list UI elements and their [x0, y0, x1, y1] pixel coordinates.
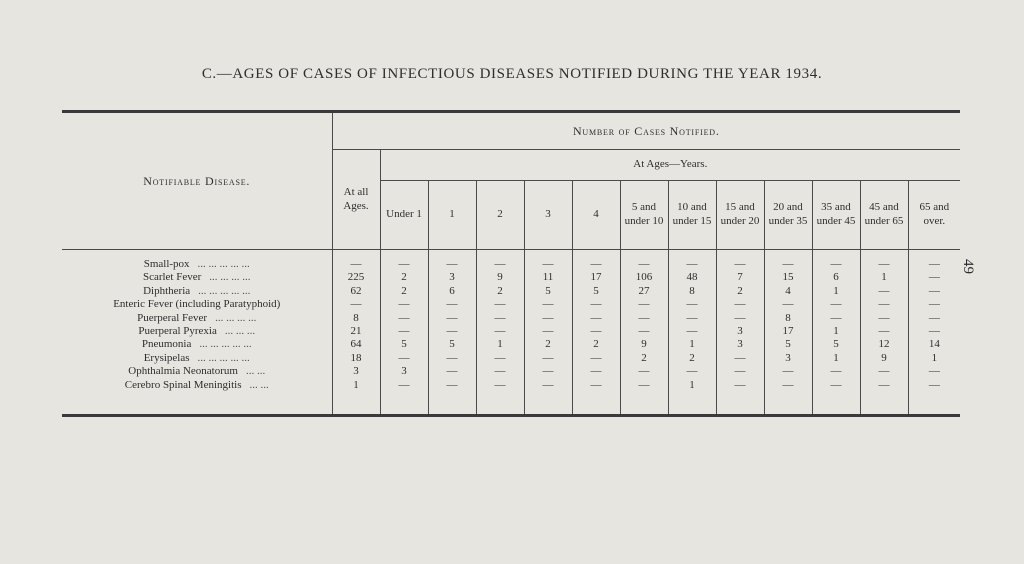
spacer-cell [716, 250, 764, 259]
count-cell: — [476, 298, 524, 311]
spacer-cell [764, 392, 812, 416]
count-cell: — [812, 298, 860, 311]
header-at-ages: At Ages—Years. [380, 150, 960, 181]
count-cell: — [908, 379, 960, 392]
count-cell: — [764, 365, 812, 378]
disease-cell [62, 298, 332, 311]
count-cell: — [524, 379, 572, 392]
count-cell: — [716, 258, 764, 271]
table-header [62, 112, 960, 250]
count-cell: — [620, 365, 668, 378]
count-cell: — [620, 325, 668, 338]
count-cell: 8 [668, 285, 716, 298]
count-cell: — [428, 352, 476, 365]
disease-name: Enteric Fever (including Paratyphoid) [113, 298, 281, 311]
count-cell: — [812, 379, 860, 392]
disease-cell [62, 312, 332, 325]
count-cell: 5 [764, 338, 812, 351]
table-row [62, 338, 960, 351]
disease-cell [62, 285, 332, 298]
spacer-cell [620, 392, 668, 416]
count-cell: — [860, 379, 908, 392]
table-row [62, 298, 960, 311]
count-cell: — [380, 258, 428, 271]
disease-cell [62, 338, 332, 351]
count-cell: — [524, 298, 572, 311]
count-cell: — [908, 365, 960, 378]
count-cell: 3 [428, 271, 476, 284]
count-cell: 5 [572, 285, 620, 298]
count-cell: 18 [332, 352, 380, 365]
count-cell: — [380, 298, 428, 311]
count-cell: — [380, 379, 428, 392]
count-cell: 2 [476, 285, 524, 298]
count-cell: — [620, 298, 668, 311]
table-row [62, 325, 960, 338]
count-cell: 5 [380, 338, 428, 351]
count-cell: — [668, 258, 716, 271]
count-cell: — [476, 379, 524, 392]
header-age-group: 2 [476, 181, 524, 250]
count-cell: — [572, 298, 620, 311]
count-cell: 12 [860, 338, 908, 351]
header-age-group: 15 and under 20 [716, 181, 764, 250]
count-cell: 1 [812, 285, 860, 298]
leader-dots: ... ... ... ... [215, 311, 257, 324]
leader-dots: ... ... ... [224, 325, 256, 338]
count-cell: — [572, 312, 620, 325]
count-cell: — [668, 312, 716, 325]
count-cell: 5 [428, 338, 476, 351]
count-cell: — [380, 352, 428, 365]
table-row [62, 352, 960, 365]
count-cell: — [764, 298, 812, 311]
count-cell: 106 [620, 271, 668, 284]
count-cell: 1 [860, 271, 908, 284]
table-row [62, 271, 960, 284]
count-cell: 1 [812, 325, 860, 338]
count-cell: — [428, 325, 476, 338]
spacer-row [62, 392, 960, 416]
count-cell: 17 [764, 325, 812, 338]
count-cell: 9 [860, 352, 908, 365]
count-cell: — [380, 325, 428, 338]
header-age-group: 10 and under 15 [668, 181, 716, 250]
count-cell: — [860, 298, 908, 311]
spacer-cell [524, 392, 572, 416]
spacer-cell [62, 250, 332, 259]
count-cell: — [860, 312, 908, 325]
count-cell: — [476, 312, 524, 325]
spacer-cell [332, 250, 380, 259]
count-cell: — [428, 258, 476, 271]
spacer-cell [428, 250, 476, 259]
disease-name: Puerperal Fever [137, 311, 208, 324]
count-cell: — [428, 298, 476, 311]
table-row [62, 365, 960, 378]
leader-dots: ... ... [249, 378, 269, 391]
spacer-cell [380, 250, 428, 259]
count-cell: 14 [908, 338, 960, 351]
count-cell: — [908, 258, 960, 271]
spacer-cell [812, 392, 860, 416]
spacer-cell [428, 392, 476, 416]
count-cell: — [572, 365, 620, 378]
spacer-cell [908, 250, 960, 259]
header-age-group: Under 1 [380, 181, 428, 250]
count-cell: 5 [524, 285, 572, 298]
count-cell: 2 [668, 352, 716, 365]
disease-cell [62, 352, 332, 365]
disease-name: Ophthalmia Neonatorum [128, 365, 238, 378]
count-cell: 1 [668, 379, 716, 392]
count-cell: 3 [332, 365, 380, 378]
count-cell: — [428, 312, 476, 325]
count-cell: 1 [668, 338, 716, 351]
spacer-cell [764, 250, 812, 259]
disease-name: Erysipelas [143, 351, 190, 364]
spacer-row [62, 250, 960, 259]
count-cell: 6 [812, 271, 860, 284]
count-cell: 1 [332, 379, 380, 392]
count-cell: 48 [668, 271, 716, 284]
count-cell: 3 [716, 338, 764, 351]
count-cell: — [716, 379, 764, 392]
count-cell: — [524, 325, 572, 338]
count-cell: 64 [332, 338, 380, 351]
header-age-group: 1 [428, 181, 476, 250]
count-cell: — [716, 352, 764, 365]
disease-name: Diphtheria [143, 284, 191, 297]
count-cell: — [476, 325, 524, 338]
header-age-group: 65 and over. [908, 181, 960, 250]
count-cell: 2 [620, 352, 668, 365]
header-age-group: 45 and under 65 [860, 181, 908, 250]
count-cell: 2 [524, 338, 572, 351]
count-cell: — [476, 258, 524, 271]
count-cell: 2 [380, 271, 428, 284]
disease-cell [62, 365, 332, 378]
count-cell: 4 [764, 285, 812, 298]
count-cell: 2 [716, 285, 764, 298]
count-cell: — [428, 379, 476, 392]
count-cell: — [908, 298, 960, 311]
count-cell: — [908, 312, 960, 325]
spacer-cell [668, 250, 716, 259]
table-row [62, 285, 960, 298]
disease-name: Cerebro Spinal Meningitis [124, 378, 242, 391]
page-title: C.—AGES OF CASES OF INFECTIOUS DISEASES NOTIFIED DURING THE YEAR 1934. [201, 66, 823, 82]
leader-dots: ... ... ... ... ... [198, 284, 251, 297]
count-cell: — [668, 298, 716, 311]
disease-cell [62, 271, 332, 284]
count-cell: — [380, 312, 428, 325]
count-cell: 2 [380, 285, 428, 298]
notified-cases-table [62, 110, 960, 417]
table-row [62, 379, 960, 392]
spacer-cell [668, 392, 716, 416]
count-cell: 5 [812, 338, 860, 351]
spacer-cell [908, 392, 960, 416]
count-cell: — [908, 325, 960, 338]
count-cell: 9 [476, 271, 524, 284]
count-cell: — [812, 258, 860, 271]
count-cell: — [524, 312, 572, 325]
leader-dots: ... ... ... ... ... [197, 258, 250, 270]
count-cell: 1 [812, 352, 860, 365]
count-cell: — [524, 365, 572, 378]
count-cell: — [620, 258, 668, 271]
count-cell: — [860, 258, 908, 271]
count-cell: — [572, 258, 620, 271]
header-age-group: 20 and under 35 [764, 181, 812, 250]
header-age-group: 4 [572, 181, 620, 250]
count-cell: 15 [764, 271, 812, 284]
count-cell: — [716, 365, 764, 378]
count-cell: 6 [428, 285, 476, 298]
count-cell: — [524, 258, 572, 271]
count-cell: 17 [572, 271, 620, 284]
spacer-cell [620, 250, 668, 259]
header-age-group: 5 and under 10 [620, 181, 668, 250]
count-cell: — [908, 285, 960, 298]
count-cell: — [716, 298, 764, 311]
count-cell: — [860, 325, 908, 338]
count-cell: — [428, 365, 476, 378]
count-cell: — [716, 312, 764, 325]
count-cell: 3 [764, 352, 812, 365]
page-number: 49 [960, 259, 976, 274]
count-cell: — [812, 312, 860, 325]
header-disease: Notifiable Disease. [62, 112, 332, 250]
spacer-cell [62, 392, 332, 416]
count-cell: — [764, 379, 812, 392]
count-cell: 225 [332, 271, 380, 284]
count-cell: — [860, 285, 908, 298]
disease-name: Scarlet Fever [142, 271, 202, 284]
count-cell: — [668, 365, 716, 378]
count-cell: — [332, 298, 380, 311]
spacer-cell [860, 250, 908, 259]
count-cell: — [620, 312, 668, 325]
count-cell: — [332, 258, 380, 271]
header-age-group: 3 [524, 181, 572, 250]
header-all-ages: At all Ages. [332, 150, 380, 250]
spacer-cell [812, 250, 860, 259]
count-cell: 1 [476, 338, 524, 351]
disease-name: Pneumonia [141, 338, 192, 351]
count-cell: 11 [524, 271, 572, 284]
count-cell: — [572, 325, 620, 338]
count-cell: — [764, 258, 812, 271]
spacer-cell [524, 250, 572, 259]
count-cell: — [908, 271, 960, 284]
header-age-group: 35 and under 45 [812, 181, 860, 250]
spacer-cell [860, 392, 908, 416]
spacer-cell [572, 392, 620, 416]
spacer-cell [716, 392, 764, 416]
disease-cell [62, 258, 332, 271]
count-cell: 27 [620, 285, 668, 298]
table-body [62, 250, 960, 416]
leader-dots: ... ... ... ... ... [199, 338, 252, 351]
table-row [62, 312, 960, 325]
leader-dots: ... ... ... ... [209, 271, 251, 284]
spacer-cell [476, 392, 524, 416]
count-cell: 21 [332, 325, 380, 338]
count-cell: 8 [332, 312, 380, 325]
count-cell: — [668, 325, 716, 338]
spacer-cell [380, 392, 428, 416]
count-cell: 2 [572, 338, 620, 351]
leader-dots: ... ... [245, 365, 266, 378]
count-cell: — [524, 352, 572, 365]
header-number-notified: Number of Cases Notified. [332, 112, 960, 150]
count-cell: — [860, 365, 908, 378]
disease-cell [62, 325, 332, 338]
disease-cell [62, 379, 332, 392]
spacer-cell [476, 250, 524, 259]
spacer-cell [572, 250, 620, 259]
count-cell: — [572, 379, 620, 392]
count-cell: — [572, 352, 620, 365]
count-cell: — [476, 352, 524, 365]
disease-name: Small-pox [143, 258, 190, 270]
table-row [62, 258, 960, 271]
count-cell: 9 [620, 338, 668, 351]
count-cell: 8 [764, 312, 812, 325]
count-cell: — [620, 379, 668, 392]
count-cell: 1 [908, 352, 960, 365]
count-cell: 3 [380, 365, 428, 378]
count-cell: — [812, 365, 860, 378]
leader-dots: ... ... ... ... ... [197, 351, 250, 364]
count-cell: 3 [716, 325, 764, 338]
spacer-cell [332, 392, 380, 416]
count-cell: 62 [332, 285, 380, 298]
disease-name: Puerperal Pyrexia [138, 325, 217, 338]
count-cell: — [476, 365, 524, 378]
count-cell: 7 [716, 271, 764, 284]
